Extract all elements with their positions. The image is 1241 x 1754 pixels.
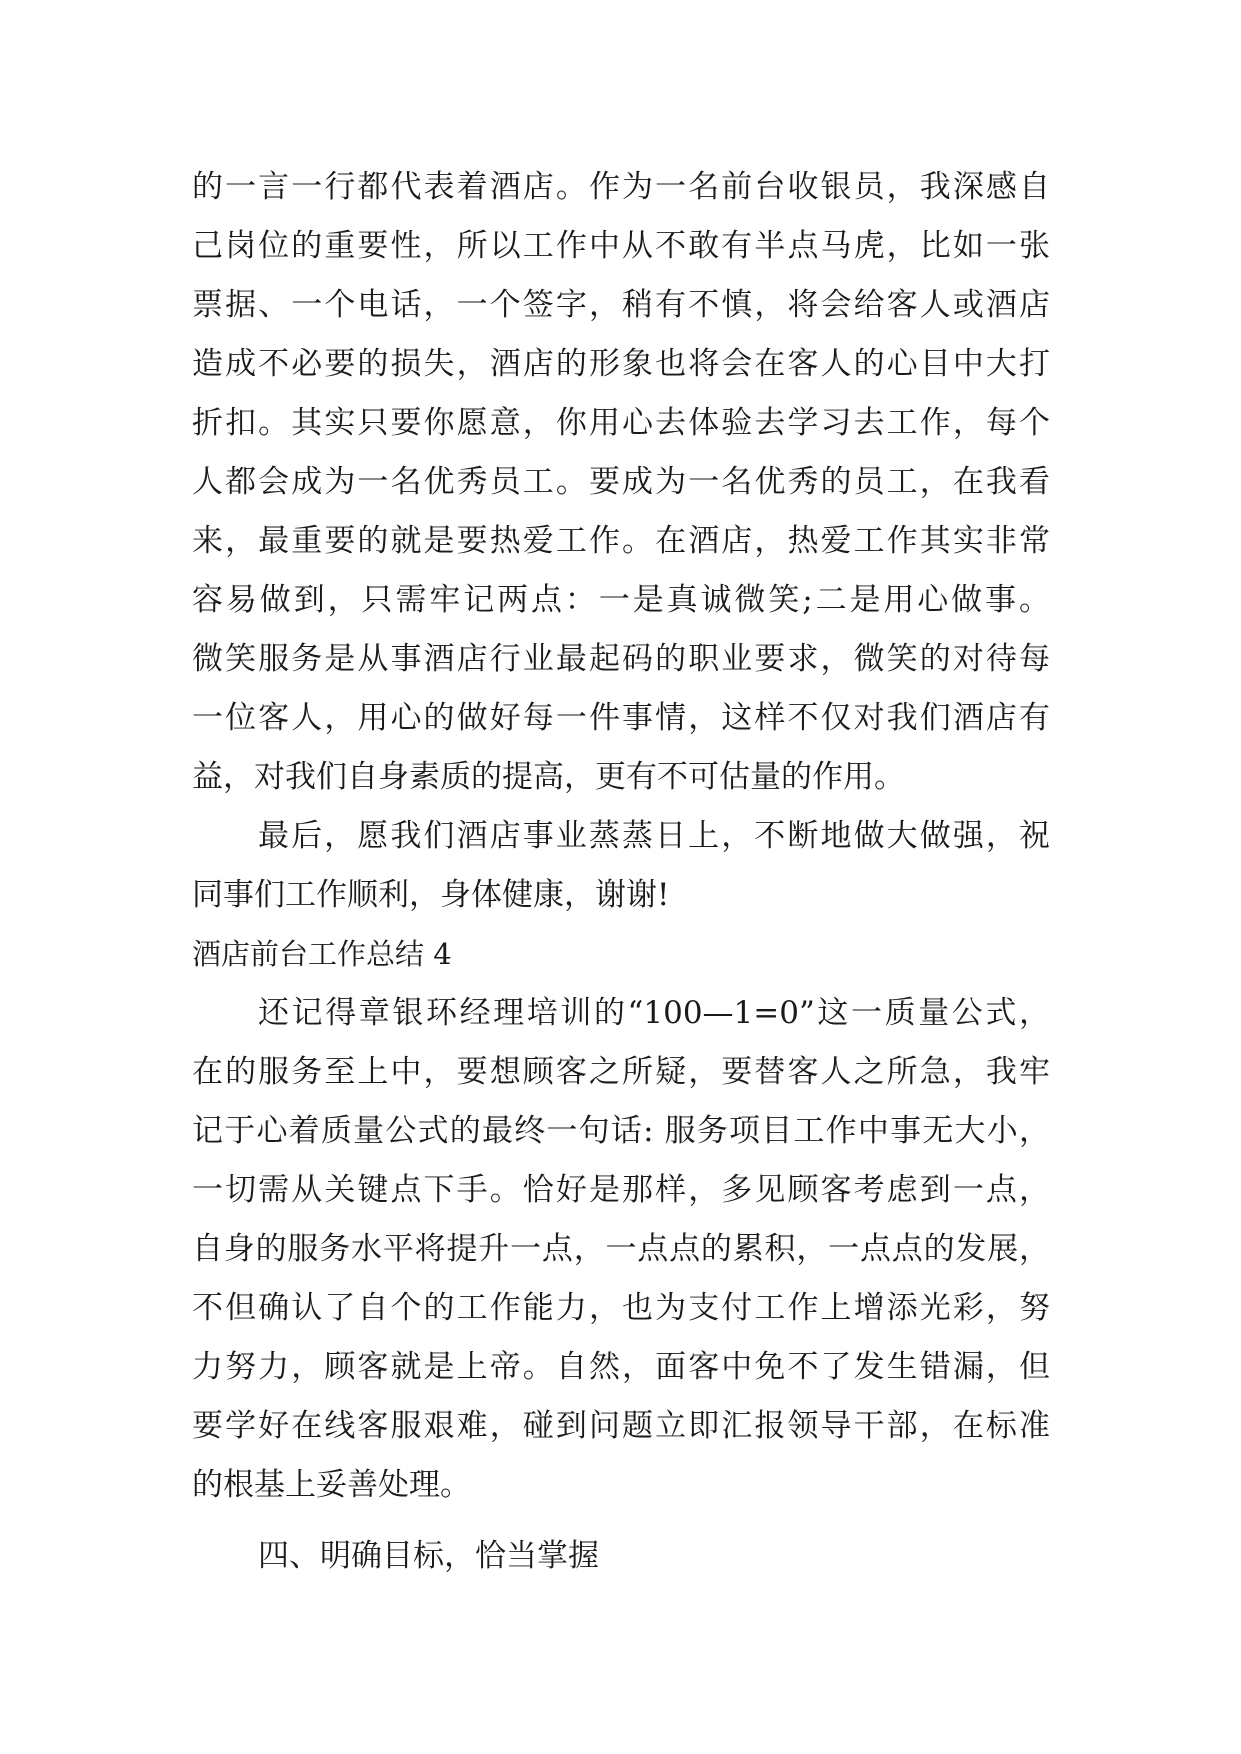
paragraph-line: 自身的服务水平将提升一点，一点点的累积，一点点的发展， xyxy=(192,1231,1050,1267)
paragraph-line: 要学好在线客服艰难，碰到问题立即汇报领导干部，在标准 xyxy=(192,1408,1050,1444)
paragraph-line: 折扣。其实只要你愿意，你用心去体验去学习去工作，每个 xyxy=(192,405,1050,441)
paragraph-line: 在的服务至上中，要想顾客之所疑，要替客人之所急，我牢 xyxy=(192,1054,1050,1090)
paragraph-line: 力努力，顾客就是上帝。自然，面客中免不了发生错漏，但 xyxy=(192,1349,1050,1385)
paragraph-line: 的一言一行都代表着酒店。作为一名前台收银员，我深感自 xyxy=(192,169,1050,205)
document-body xyxy=(192,158,1050,1586)
paragraph-line: 记于心着质量公式的最终一句话: 服务项目工作中事无大小， xyxy=(192,1113,1050,1149)
paragraph-line: 微笑服务是从事酒店行业最起码的职业要求，微笑的对待每 xyxy=(192,641,1050,677)
paragraph-line: 己岗位的重要性，所以工作中从不敢有半点马虎，比如一张 xyxy=(192,228,1050,264)
paragraph-line: 还记得章银环经理培训的“100—1=0”这一质量公式， xyxy=(258,995,1050,1031)
subheading-line: 四、明确目标，恰当掌握 xyxy=(258,1538,599,1574)
paragraph-line: 一位客人，用心的做好每一件事情，这样不仅对我们酒店有 xyxy=(192,700,1050,736)
paragraph-line: 一切需从关键点下手。恰好是那样，多见顾客考虑到一点， xyxy=(192,1172,1050,1208)
paragraph-line: 最后，愿我们酒店事业蒸蒸日上，不断地做大做强，祝 xyxy=(258,818,1050,854)
section-heading: 酒店前台工作总结 4 xyxy=(192,937,452,971)
paragraph-line: 同事们工作顺利，身体健康，谢谢! xyxy=(192,877,670,913)
paragraph-line: 的根基上妥善处理。 xyxy=(192,1467,471,1503)
paragraph-line: 来，最重要的就是要热爱工作。在酒店，热爱工作其实非常 xyxy=(192,523,1050,559)
paragraph-line: 人都会成为一名优秀员工。要成为一名优秀的员工，在我看 xyxy=(192,464,1050,500)
paragraph-line: 票据、一个电话，一个签字，稍有不慎，将会给客人或酒店 xyxy=(192,287,1050,323)
paragraph-line: 不但确认了自个的工作能力，也为支付工作上增添光彩，努 xyxy=(192,1290,1050,1326)
paragraph-gap xyxy=(192,1515,1050,1527)
paragraph-line: 造成不必要的损失，酒店的形象也将会在客人的心目中大打 xyxy=(192,346,1050,382)
paragraph-line: 容易做到，只需牢记两点：一是真诚微笑;二是用心做事。 xyxy=(192,582,1050,618)
paragraph-line: 益，对我们自身素质的提高，更有不可估量的作用。 xyxy=(192,759,905,795)
